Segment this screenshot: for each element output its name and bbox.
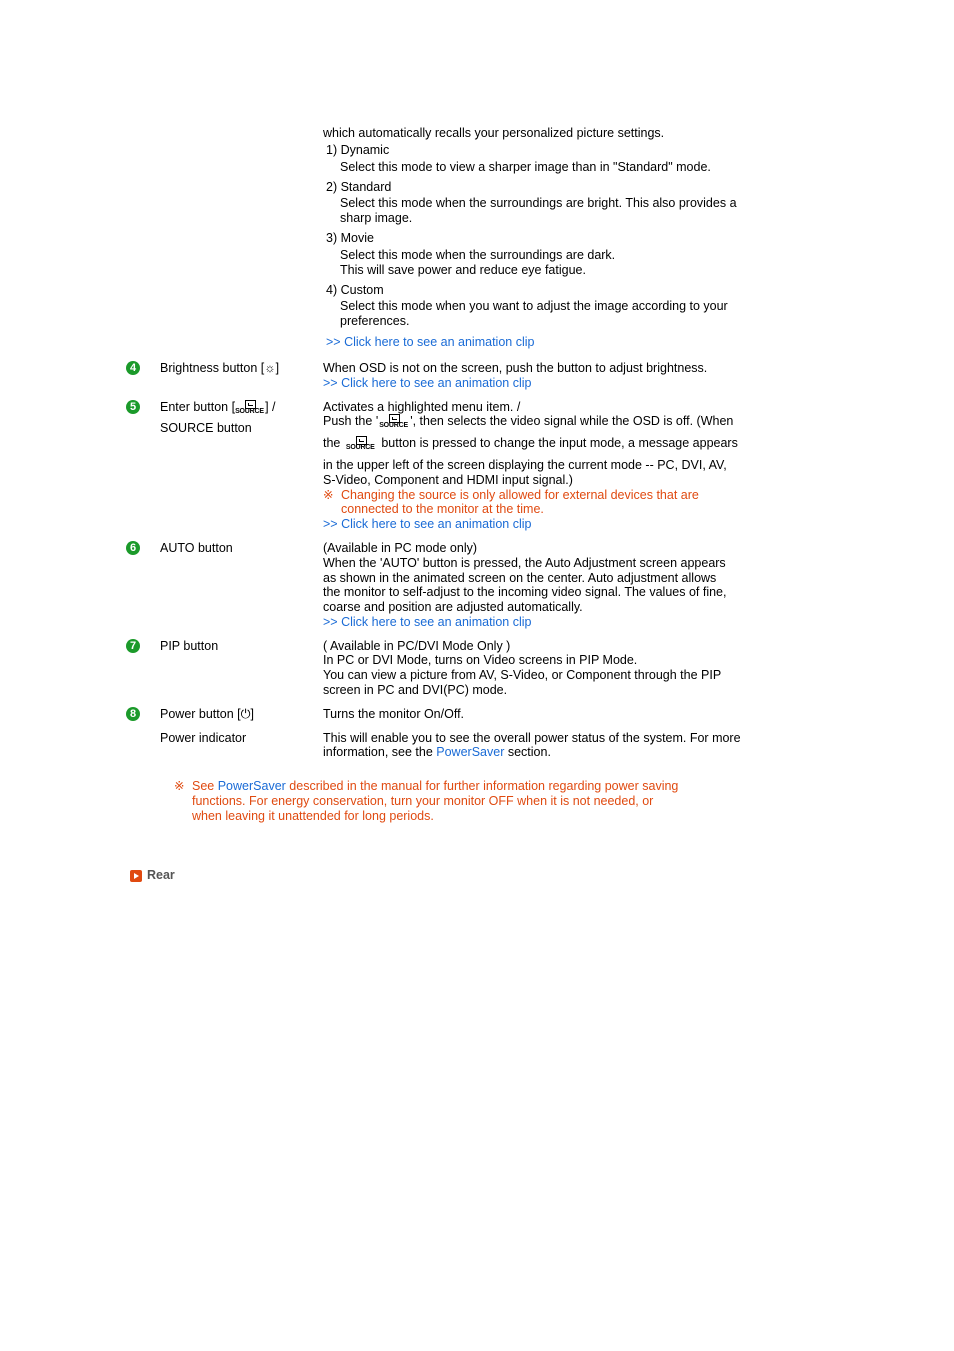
animation-clip-link[interactable]: >> Click here to see an animation clip: [323, 615, 532, 629]
item-number-badge: 8: [126, 707, 140, 721]
enter-description: in the upper left of the screen displaying the current mode -- PC, DVI, AV,: [323, 458, 727, 472]
power-indicator-description: [323, 745, 551, 760]
power-button-label: Power button [⏻]: [160, 707, 254, 721]
footer-note-mark: ※: [174, 779, 185, 793]
mode-desc-standard: sharp image.: [340, 211, 413, 225]
item-number-badge: 6: [126, 541, 140, 555]
section-arrow-icon: [130, 870, 142, 882]
mode-title-dynamic: 1) Dynamic: [326, 143, 390, 157]
indicator-desc-text: section.: [504, 745, 551, 759]
mode-desc-standard: Select this mode when the surroundings are bright. This also provides a: [340, 196, 737, 210]
enter-description: Activates a highlighted menu item. /: [323, 400, 521, 414]
source-note: connected to the monitor at the time.: [341, 502, 544, 516]
source-icon-label: SOURCE: [345, 444, 375, 452]
enter-description: [323, 414, 733, 429]
power-indicator-label: Power indicator: [160, 731, 247, 745]
mode-desc-dynamic: Select this mode to view a sharper image than in "Standard" mode.: [340, 160, 711, 174]
pip-button-label: PIP button: [160, 639, 219, 653]
source-icon-label: SOURCE: [379, 422, 408, 430]
mode-desc-movie: This will save power and reduce eye fatigue.: [340, 263, 586, 277]
mode-desc-custom: preferences.: [340, 314, 410, 328]
indicator-desc-text: information, see the: [323, 745, 437, 759]
enter-desc-text: Push the ': [323, 414, 379, 428]
rear-heading[interactable]: Rear: [147, 868, 175, 882]
source-icon: [378, 414, 410, 429]
powersaver-link[interactable]: PowerSaver: [217, 779, 286, 793]
pip-description: In PC or DVI Mode, turns on Video screens in PIP Mode.: [323, 653, 638, 667]
enter-desc-text: ', then selects the video signal while the OSD is off. (When: [410, 414, 734, 428]
source-icon-label: SOURCE: [235, 408, 264, 416]
animation-clip-link[interactable]: >> Click here to see an animation clip: [326, 335, 535, 349]
source-icon: [235, 400, 265, 415]
footer-note: [192, 779, 678, 794]
footer-note: functions. For energy conservation, turn your monitor OFF when it is not needed, or: [192, 794, 654, 808]
pip-description: ( Available in PC/DVI Mode Only ): [323, 639, 511, 653]
powersaver-link[interactable]: PowerSaver: [436, 745, 505, 759]
enter-button-label: [160, 400, 275, 415]
pip-description: screen in PC and DVI(PC) mode.: [323, 683, 508, 697]
mode-title-custom: 4) Custom: [326, 283, 384, 297]
auto-description: as shown in the animated screen on the center. Auto adjustment allows: [323, 571, 717, 585]
source-icon: [344, 436, 378, 451]
mode-desc-custom: Select this mode when you want to adjust the image according to your: [340, 299, 728, 313]
item-number-badge: 5: [126, 400, 140, 414]
mode-desc-movie: Select this mode when the surroundings are dark.: [340, 248, 616, 262]
item-number-badge: 4: [126, 361, 140, 375]
pip-description: You can view a picture from AV, S-Video, or Component through the PIP: [323, 668, 722, 682]
item-number-badge: 7: [126, 639, 140, 653]
footer-note: when leaving it unattended for long periods.: [192, 809, 434, 823]
auto-description: the monitor to self-adjust to the incoming video signal. The values of fine,: [323, 585, 727, 599]
source-note: Changing the source is only allowed for external devices that are: [341, 488, 699, 502]
power-description: Turns the monitor On/Off.: [323, 707, 465, 721]
enter-desc-text: the: [323, 436, 341, 450]
mode-title-movie: 3) Movie: [326, 231, 374, 245]
animation-clip-link[interactable]: >> Click here to see an animation clip: [323, 376, 532, 390]
animation-clip-link[interactable]: >> Click here to see an animation clip: [323, 517, 532, 531]
auto-button-label: AUTO button: [160, 541, 233, 555]
brightness-description: When OSD is not on the screen, push the button to adjust brightness.: [323, 361, 708, 375]
power-indicator-description: This will enable you to see the overall power status of the system. For more: [323, 731, 741, 745]
auto-description: (Available in PC mode only): [323, 541, 478, 555]
source-button-label: SOURCE button: [160, 421, 252, 435]
auto-description: coarse and position are adjusted automatically.: [323, 600, 583, 614]
enter-button-label-end: ] /: [265, 400, 276, 414]
enter-description: S-Video, Component and HDMI input signal.): [323, 473, 573, 487]
intro-text: which automatically recalls your personalized picture settings.: [323, 126, 665, 140]
enter-description: [323, 436, 738, 451]
enter-button-label-start: Enter button [: [160, 400, 236, 414]
brightness-button-label: Brightness button [☼]: [160, 361, 280, 375]
footer-note-text: described in the manual for further information regarding power saving: [285, 779, 679, 793]
enter-desc-text: button is pressed to change the input mode, a message appears: [381, 436, 738, 450]
source-note-mark: ※: [323, 488, 334, 502]
mode-title-standard: 2) Standard: [326, 180, 392, 194]
footer-note-text: See: [192, 779, 218, 793]
auto-description: When the 'AUTO' button is pressed, the Auto Adjustment screen appears: [323, 556, 726, 570]
